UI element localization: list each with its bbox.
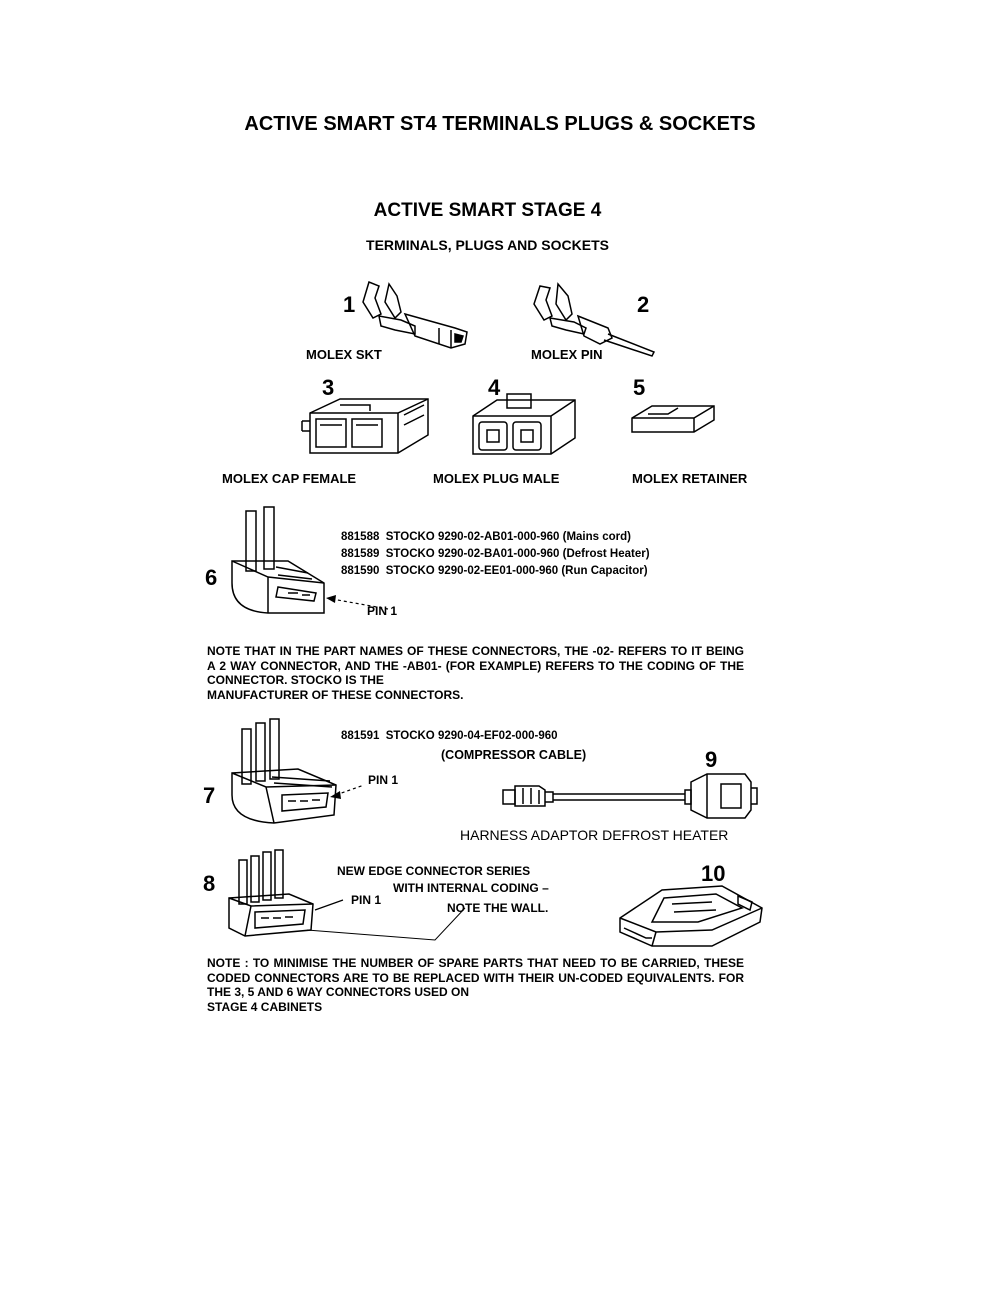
item-7-number: 7 bbox=[203, 783, 216, 808]
item-2-number: 2 bbox=[637, 292, 650, 317]
item-8-pin-label: PIN 1 bbox=[351, 893, 382, 907]
item-6-number: 6 bbox=[205, 565, 218, 590]
stocko-2way-part-2 bbox=[341, 546, 650, 563]
molex-socket-terminal-drawing bbox=[355, 272, 480, 352]
stocko-4way-code: 881591 bbox=[341, 730, 380, 742]
stocko-2way-part-3 bbox=[341, 563, 648, 580]
molex-retainer-drawing bbox=[628, 398, 718, 443]
edge-connector-line-3: NOTE THE WALL. bbox=[447, 901, 549, 915]
item-8-number: 8 bbox=[203, 871, 216, 896]
connector-naming-note-body: NOTE THAT IN THE PART NAMES OF THESE CONNECTORS, THE -02- REFERS TO IT BEING A 2 WAY CONNECTOR, AND THE -AB01- (FOR EXAMPLE) REFERS TO THE CODING OF THE CONNECTOR. STOCKO IS THE bbox=[207, 644, 744, 687]
harness-adaptor-drawing bbox=[495, 768, 760, 823]
item-3-number: 3 bbox=[322, 375, 335, 400]
spare-parts-note-body: NOTE : TO MINIMISE THE NUMBER OF SPARE PARTS THAT NEED TO BE CARRIED, THESE CODED CONNECTORS ARE TO BE REPLACED WITH THEIR UN-CODED EQUIVALENTS. FOR THE 3, 5 AND 6 WAY CONNECTORS USED ON bbox=[207, 956, 744, 999]
item-6-pin-label: PIN 1 bbox=[367, 604, 398, 618]
edge-connector-drawing bbox=[225, 848, 600, 943]
stocko-2way-part-2-code: 881589 bbox=[341, 548, 380, 560]
molex-cap-female-drawing bbox=[300, 395, 435, 465]
item-4-label: MOLEX PLUG MALE bbox=[433, 471, 560, 486]
stocko-2way-part-1-text: STOCKO 9290-02-AB01-000-960 (Mains cord) bbox=[385, 531, 631, 543]
spare-parts-note-last-line: STAGE 4 CABINETS bbox=[207, 999, 323, 1014]
item-5-number: 5 bbox=[633, 375, 646, 400]
edge-connector-line-2: WITH INTERNAL CODING – bbox=[393, 881, 549, 895]
stocko-2way-part-2-text: STOCKO 9290-02-BA01-000-960 (Defrost Heater) bbox=[385, 548, 650, 560]
stocko-4way-cable: (COMPRESSOR CABLE) bbox=[441, 748, 587, 762]
edge-connector-housing-drawing bbox=[612, 878, 772, 953]
item-5-label: MOLEX RETAINER bbox=[632, 471, 748, 486]
item-9-label: HARNESS ADAPTOR DEFROST HEATER bbox=[460, 827, 729, 843]
stocko-2way-part-1 bbox=[341, 529, 631, 546]
item-3-label: MOLEX CAP FEMALE bbox=[222, 471, 357, 486]
item-1-label: MOLEX SKT bbox=[306, 347, 382, 362]
item-7-pin-label: PIN 1 bbox=[368, 773, 399, 787]
item-10-number: 10 bbox=[701, 861, 726, 886]
molex-plug-male-drawing bbox=[467, 390, 582, 465]
diagram-subtitle: TERMINALS, PLUGS AND SOCKETS bbox=[366, 237, 609, 253]
item-9-number: 9 bbox=[705, 747, 718, 772]
spare-parts-note bbox=[207, 956, 744, 1014]
stocko-2way-part-1-code: 881588 bbox=[341, 531, 380, 543]
document-title: ACTIVE SMART ST4 TERMINALS PLUGS & SOCKETS bbox=[244, 113, 756, 135]
connector-naming-note bbox=[207, 644, 744, 702]
item-1-number: 1 bbox=[343, 292, 356, 317]
edge-connector-line-1: NEW EDGE CONNECTOR SERIES bbox=[337, 864, 531, 878]
connector-naming-note-last-line: MANUFACTURER OF THESE CONNECTORS. bbox=[207, 687, 464, 702]
diagram-title: ACTIVE SMART STAGE 4 bbox=[373, 200, 602, 221]
item-4-number: 4 bbox=[488, 375, 501, 400]
stocko-2way-part-3-code: 881590 bbox=[341, 565, 380, 577]
stocko-4way-text: STOCKO 9290-04-EF02-000-960 bbox=[385, 730, 558, 742]
item-2-label: MOLEX PIN bbox=[531, 347, 603, 362]
stocko-2way-part-3-text: STOCKO 9290-02-EE01-000-960 (Run Capacitor) bbox=[385, 565, 648, 577]
